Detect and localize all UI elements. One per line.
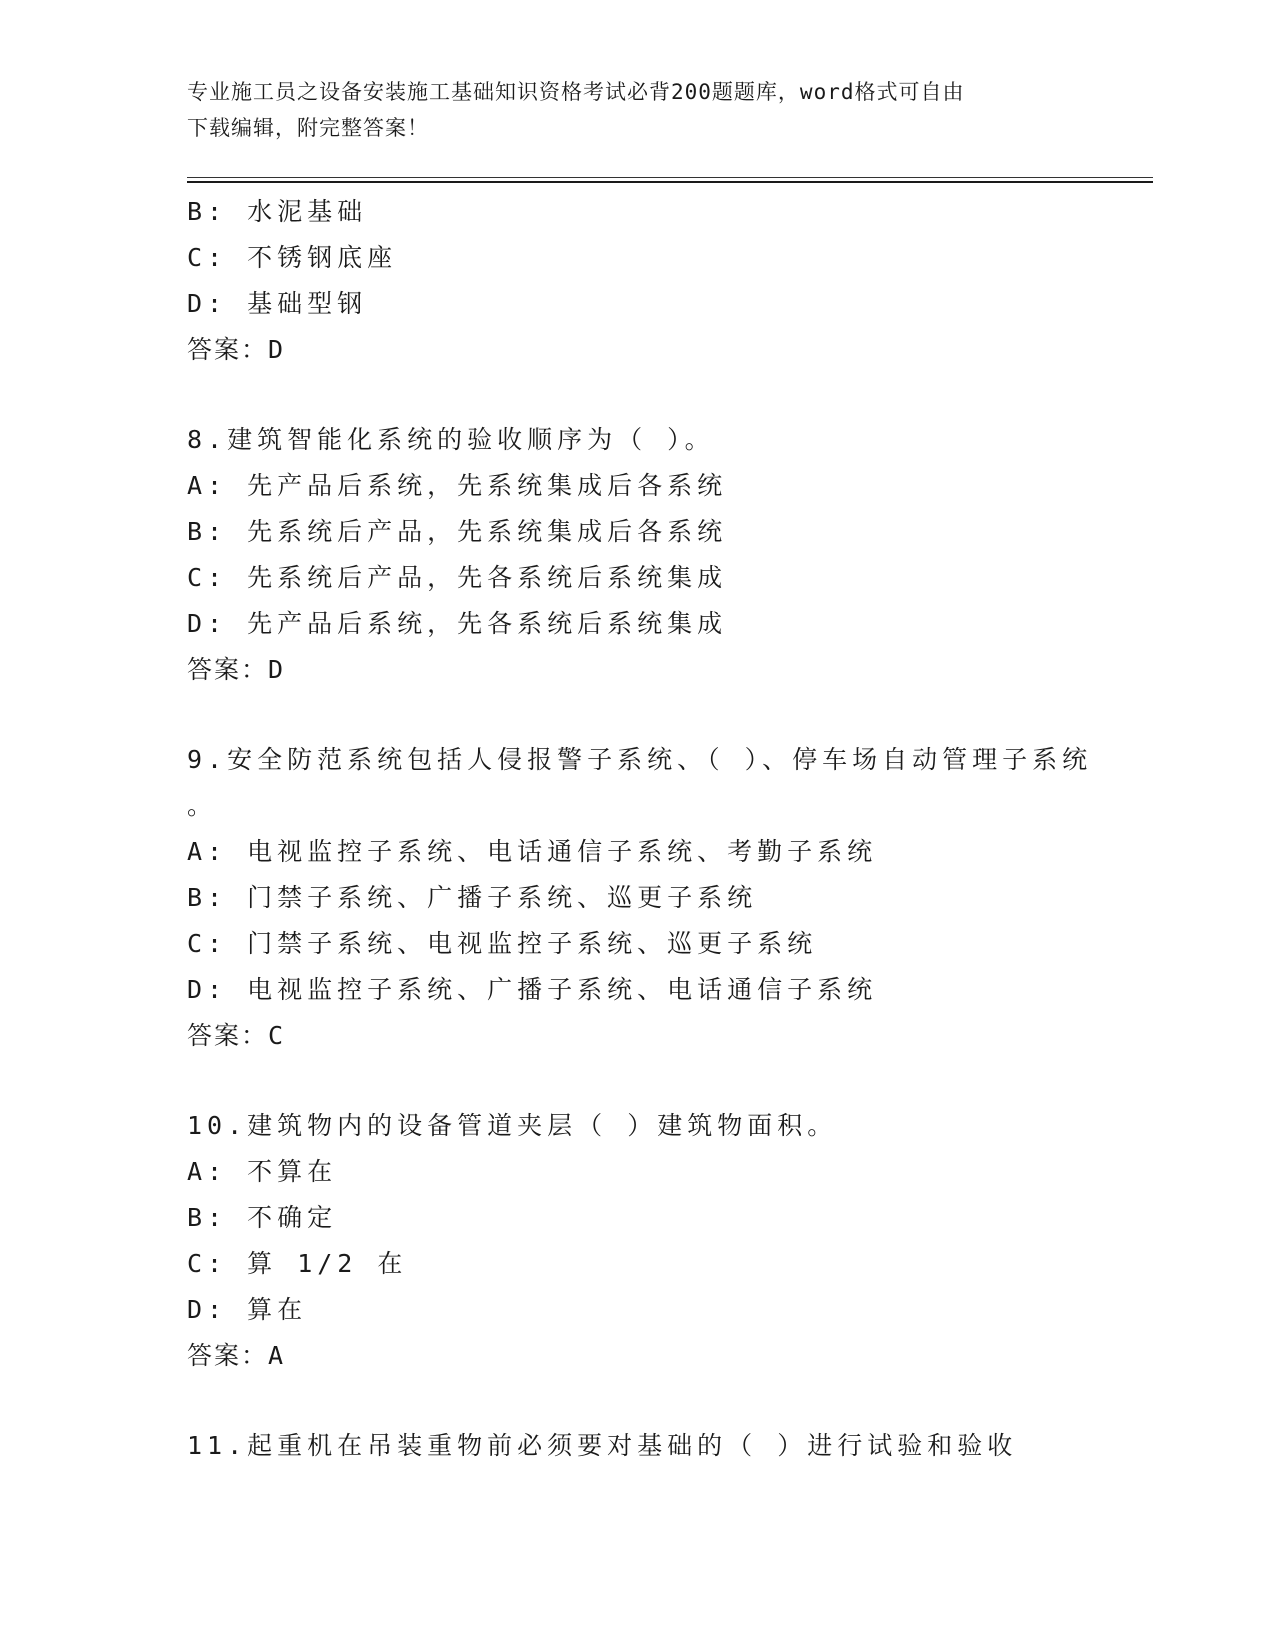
question-text: 11.起重机在吊装重物前必须要对基础的（ ）进行试验和验收 <box>187 1431 1018 1460</box>
header-divider-thin <box>187 177 1153 178</box>
question-text-line-2: 。 <box>187 791 218 820</box>
document-body <box>187 189 1137 1469</box>
answer: 答案：A <box>187 1341 286 1370</box>
question-text-line-1: 9.安全防范系统包括人侵报警子系统、（ ）、停车场自动管理子系统 <box>187 745 1093 774</box>
spacer <box>187 373 1137 417</box>
option-c: C: 不锈钢底座 <box>187 243 398 272</box>
answer: 答案：D <box>187 335 286 364</box>
header-line-2: 下载编辑，附完整答案！ <box>187 116 429 140</box>
option-c: C: 先系统后产品，先各系统后系统集成 <box>187 563 728 592</box>
question-8 <box>187 417 1137 693</box>
option-c: C: 门禁子系统、电视监控子系统、巡更子系统 <box>187 929 818 958</box>
spacer <box>187 1379 1137 1423</box>
option-d: D: 电视监控子系统、广播子系统、电话通信子系统 <box>187 975 878 1004</box>
spacer <box>187 693 1137 737</box>
option-b: B: 门禁子系统、广播子系统、巡更子系统 <box>187 883 758 912</box>
spacer <box>187 1059 1137 1103</box>
question-7-fragment <box>187 189 1137 373</box>
header-line-1: 专业施工员之设备安装施工基础知识资格考试必背200题题库，word格式可自由 <box>187 80 965 104</box>
option-a: A: 电视监控子系统、电话通信子系统、考勤子系统 <box>187 837 878 866</box>
question-10 <box>187 1103 1137 1379</box>
header-divider-thick <box>187 181 1153 183</box>
option-d: D: 先产品后系统，先各系统后系统集成 <box>187 609 728 638</box>
option-d: D: 基础型钢 <box>187 289 368 318</box>
option-d: D: 算在 <box>187 1295 308 1324</box>
question-text: 10.建筑物内的设备管道夹层（ ）建筑物面积。 <box>187 1111 838 1140</box>
question-11 <box>187 1423 1137 1469</box>
option-b: B: 水泥基础 <box>187 197 368 226</box>
answer: 答案：D <box>187 655 286 684</box>
option-c: C: 算 1/2 在 <box>187 1249 408 1278</box>
question-9 <box>187 737 1137 1059</box>
option-a: A: 先产品后系统，先系统集成后各系统 <box>187 471 728 500</box>
question-text: 8.建筑智能化系统的验收顺序为（ ）。 <box>187 425 715 454</box>
document-header <box>187 74 1077 146</box>
option-a: A: 不算在 <box>187 1157 338 1186</box>
option-b: B: 先系统后产品，先系统集成后各系统 <box>187 517 728 546</box>
option-b: B: 不确定 <box>187 1203 338 1232</box>
answer: 答案：C <box>187 1021 286 1050</box>
